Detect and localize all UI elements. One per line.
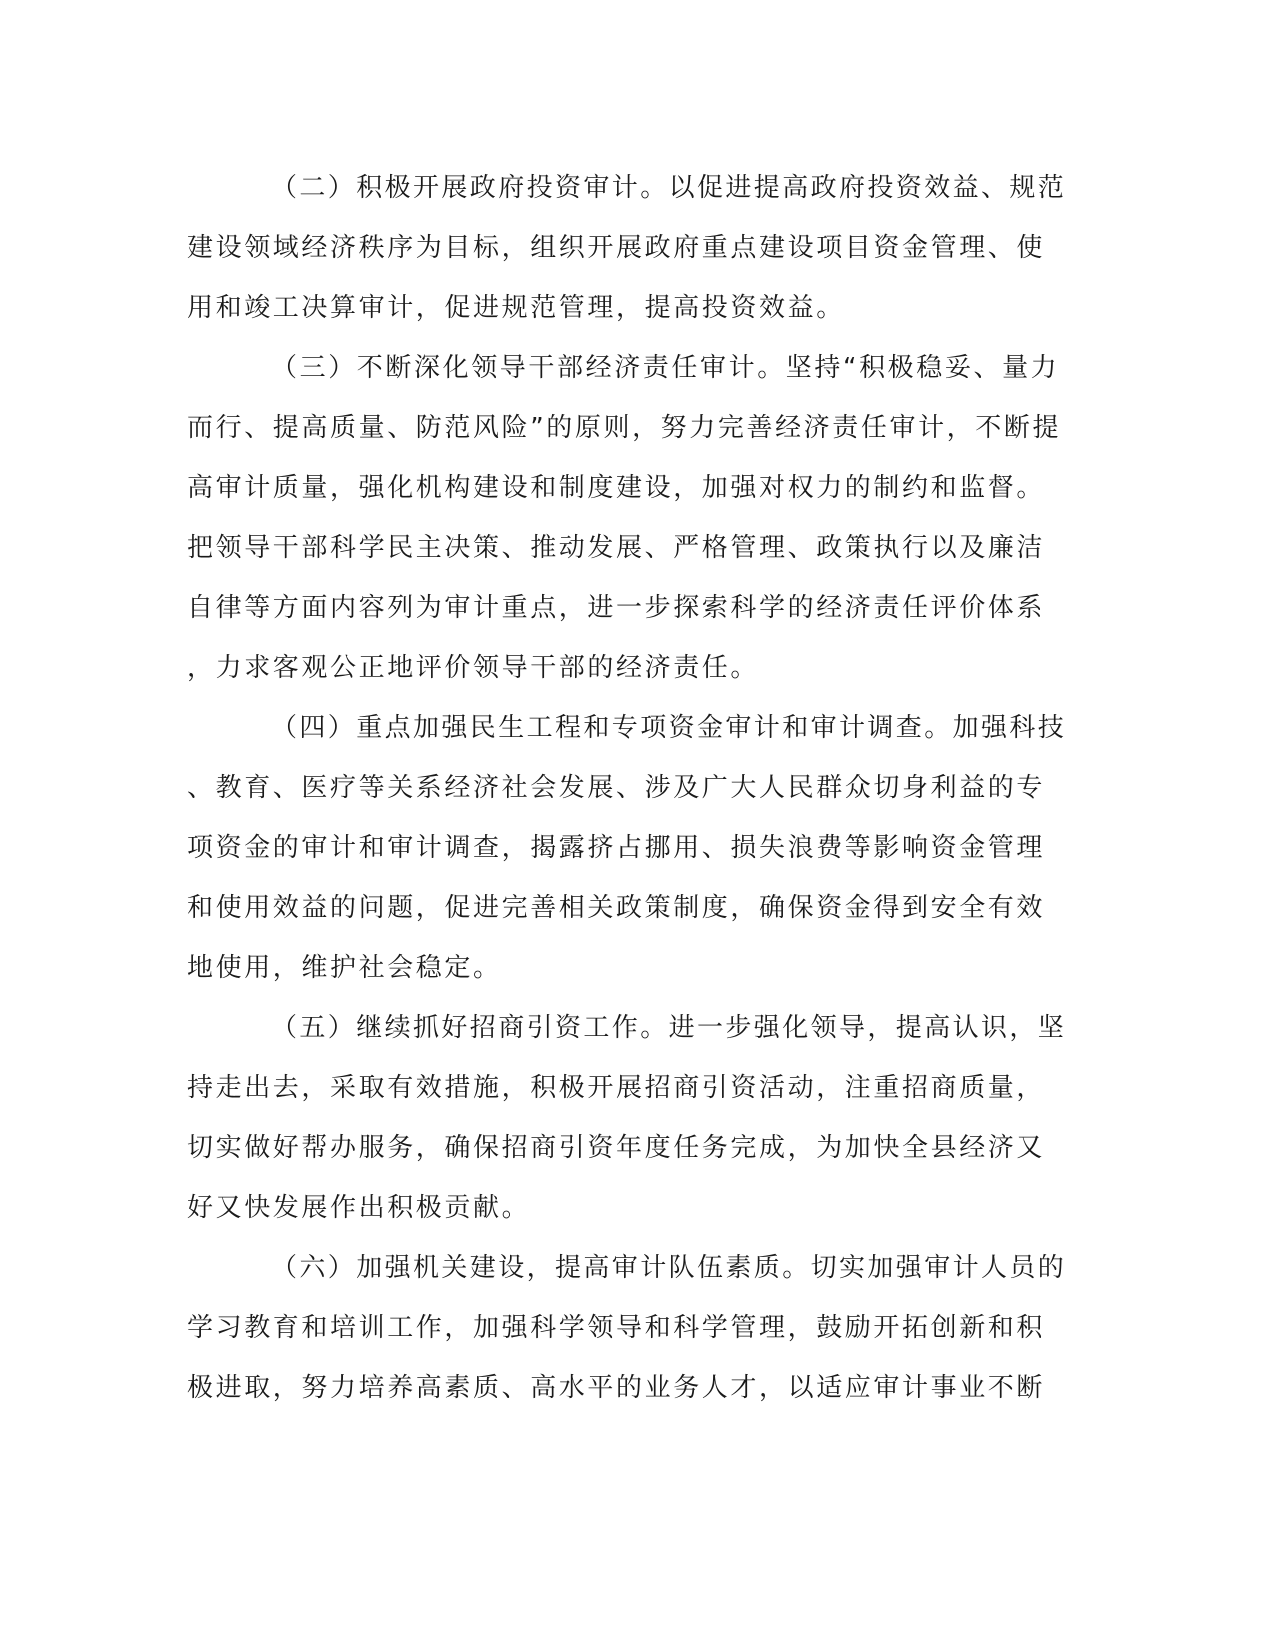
paragraph-investment-attraction xyxy=(187,998,1067,1238)
paragraph-economic-responsibility-audit xyxy=(187,338,1067,698)
text-line: ，力求客观公正地评价领导干部的经济责任。 xyxy=(187,653,760,683)
text-line: （五）继续抓好招商引资工作。进一步强化领导，提高认识，坚 xyxy=(271,1013,1067,1043)
text-line: 切实做好帮办服务，确保招商引资年度任务完成，为加快全县经济又 xyxy=(187,1133,1046,1163)
paragraph-livelihood-project-audit xyxy=(187,698,1067,998)
text-line: （二）积极开展政府投资审计。以促进提高政府投资效益、规范 xyxy=(271,173,1067,203)
text-line: 好又快发展作出积极贡献。 xyxy=(187,1193,531,1223)
text-line: 把领导干部科学民主决策、推动发展、严格管理、政策执行以及廉洁 xyxy=(187,533,1046,563)
text-line: （六）加强机关建设，提高审计队伍素质。切实加强审计人员的 xyxy=(271,1253,1067,1283)
paragraph-team-building xyxy=(187,1238,1067,1418)
text-line: 而行、提高质量、防范风险”的原则，努力完善经济责任审计，不断提 xyxy=(187,413,1062,443)
text-line: 项资金的审计和审计调查，揭露挤占挪用、损失浪费等影响资金管理 xyxy=(187,833,1046,863)
text-line: 地使用，维护社会稳定。 xyxy=(187,953,502,983)
text-line: 极进取，努力培养高素质、高水平的业务人才，以适应审计事业不断 xyxy=(187,1373,1046,1403)
text-line: 学习教育和培训工作，加强科学领导和科学管理，鼓励开拓创新和积 xyxy=(187,1313,1046,1343)
text-line: 和使用效益的问题，促进完善相关政策制度，确保资金得到安全有效 xyxy=(187,893,1046,923)
text-line: 、教育、医疗等关系经济社会发展、涉及广大人民群众切身利益的专 xyxy=(187,773,1046,803)
text-line: 高审计质量，强化机构建设和制度建设，加强对权力的制约和监督。 xyxy=(187,473,1046,503)
text-line: （三）不断深化领导干部经济责任审计。坚持“积极稳妥、量力 xyxy=(271,353,1060,383)
text-line: 建设领域经济秩序为目标，组织开展政府重点建设项目资金管理、使 xyxy=(187,233,1046,263)
text-line: 自律等方面内容列为审计重点，进一步探索科学的经济责任评价体系 xyxy=(187,593,1046,623)
document-body xyxy=(187,158,1067,1418)
text-line: （四）重点加强民生工程和专项资金审计和审计调查。加强科技 xyxy=(271,713,1067,743)
paragraph-government-investment-audit xyxy=(187,158,1067,338)
text-line: 用和竣工决算审计，促进规范管理，提高投资效益。 xyxy=(187,293,845,323)
text-line: 持走出去，采取有效措施，积极开展招商引资活动，注重招商质量， xyxy=(187,1073,1046,1103)
